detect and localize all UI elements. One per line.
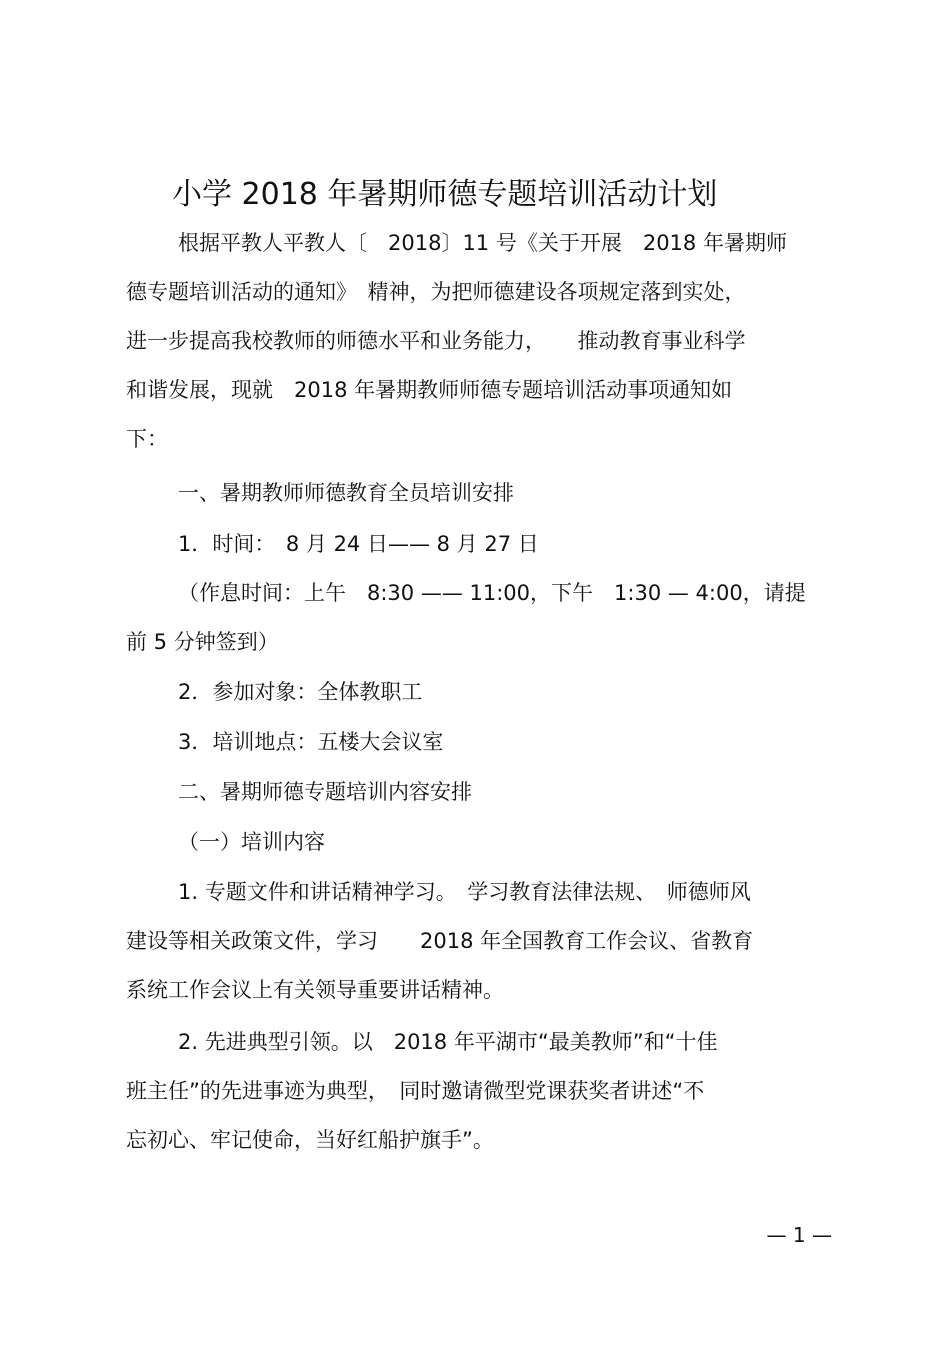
document-title: 小学 2018 年暑期师德专题培训活动计划 xyxy=(172,177,718,212)
content-item-1-line-3: 系统工作会议上有关领导重要讲话精神。 xyxy=(126,978,504,1002)
schedule-line-1: （作息时间：上午 8:30 —— 11:00，下午 1:30 — 4:00，请提 xyxy=(178,581,806,605)
section-1-heading: 一、暑期教师师德教育全员培训安排 xyxy=(178,481,514,505)
intro-line-4: 和谐发展，现就 2018 年暑期教师师德专题培训活动事项通知如 xyxy=(126,378,733,402)
page-number: — 1 — xyxy=(766,1223,832,1247)
intro-paragraph xyxy=(126,219,836,464)
content-item-2 xyxy=(126,1018,836,1165)
training-location: 3．培训地点：五楼大会议室 xyxy=(178,730,444,754)
content-item-2-line-3: 忘初心、牢记使命，当好红船护旗手”。 xyxy=(126,1128,494,1152)
schedule-line-2: 前 5 分钟签到） xyxy=(126,630,279,654)
content-item-1-line-2: 建设等相关政策文件，学习 2018 年全国教育工作会议、省教育 xyxy=(126,929,754,953)
training-content-heading: （一）培训内容 xyxy=(178,830,325,854)
section-2-heading: 二、暑期师德专题培训内容安排 xyxy=(178,780,472,804)
intro-line-3: 进一步提高我校教师的师德水平和业务能力， 推动教育事业科学 xyxy=(126,329,746,353)
intro-line-2: 德专题培训活动的通知》 精神，为把师德建设各项规定落到实处， xyxy=(126,280,746,304)
content-item-2-line-1: 2. 先进典型引领。以 2018 年平湖市“最美教师”和“十佳 xyxy=(178,1030,718,1054)
content-item-1 xyxy=(126,868,836,1015)
content-item-1-line-1: 1. 专题文件和讲话精神学习。 学习教育法律法规、 师德师风 xyxy=(178,880,751,904)
content-item-2-line-2: 班主任”的先进事迹为典型， 同时邀请微型党课获奖者讲述“不 xyxy=(126,1079,705,1103)
schedule-paragraph xyxy=(126,569,836,667)
intro-line-5: 下： xyxy=(126,427,168,451)
training-time: 1．时间： 8 月 24 日—— 8 月 27 日 xyxy=(178,532,539,556)
participants: 2．参加对象：全体教职工 xyxy=(178,680,423,704)
intro-line-1: 根据平教人平教人〔 2018〕11 号《关于开展 2018 年暑期师 xyxy=(178,231,787,255)
